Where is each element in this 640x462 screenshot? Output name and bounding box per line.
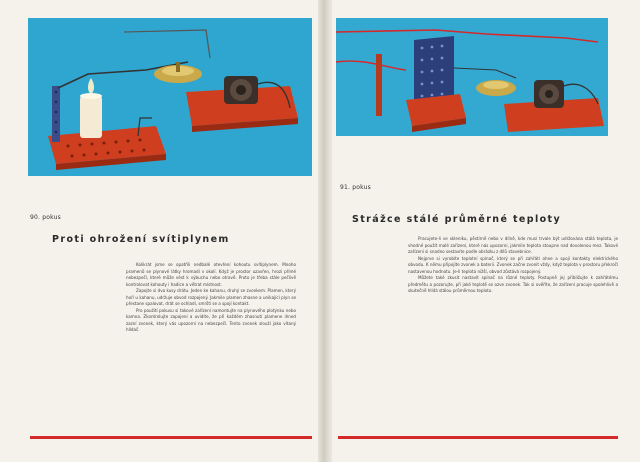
body-text [408,236,618,386]
paragraph: Pracujete-li ve skleníku, pěstírně nebo v dílně, kde musí trvale být udržována stálá teplota, je vhodné použít malé zařízení, které nás upozorní, jakmile teplota stoupne nad dovolenou mez. Takové zařízení si snadno sestavíte podle obrázku z dílů stavebnice. [408,236,618,255]
paragraph: Pro použití pokusu si takové zařízení namontujte na plynového plotýnku nebo kamna. Zkontrolujte zapojení a uvidíte, že při každém zhasnutí plamene ihned zazní zvonek, který vás upozorní na nebezpečí. Tento zvonek slouží jako vítaný hlídač. [126,307,296,333]
left-page [0,0,318,462]
experiment-number: 91. pokus [340,184,371,191]
right-experiment-photo [336,18,608,136]
accent-rule [338,436,618,439]
left-experiment-photo [28,18,312,176]
paragraph: Můžete také zkusit nastavit spínač na různé teploty. Postupně jej přibližujte k zahřátému předmětu a pozorujte, při jaké teplotě se ozve zvonek. Tak si ověříte, že zařízení pracuje spolehlivě a skutečně hlídá stálou průměrnou teplotu. [408,275,618,294]
page-title: Strážce stálé průměrné teploty [352,214,562,225]
paragraph: Nejprve si vyrobíte teplotní spínač, který se při zahřátí ohne a spojí kontakty elektrického obvodu. K němu připojíte zvonek a baterii. Zvonek začne zvonit vždy, když teplota v prostoru překročí nastavenou hodnotu. Je-li teplota nižší, obvod zůstává rozpojený. [408,255,618,274]
candle-alarm-apparatus-illustration [28,18,312,176]
page-title: Proti ohrožení svítiplynem [52,234,230,245]
paragraph: Kolikrát jsme se opatřili nedbalé otevření kohoutu svítiplynem. Mnoho pramenů se plynové látky hromadí v okolí. Když je prostor uzavřen, hrozí přímé nebezpečí, které může vést k výbuchu nebo otravě. Proto je třeba stále pečlivě kontrolovat kohouty i hadice a větrat místnost. [126,262,296,287]
accent-rule [30,436,312,439]
thermostat-alarm-apparatus-illustration [336,18,608,136]
book-gutter [318,0,332,462]
experiment-number: 90. pokus [30,214,61,221]
paragraph: Zapojte si dva kusy drátu. Jeden ke kahanu, druhý se zvonkem. Plamen, který hoří u kahanu, udržuje obvod rozpojený. Jakmile plamen zhasne a unikající plyn se přestane spalovat, drát se ochladí, smrští se a spojí kontakt. [126,288,296,307]
right-page [332,0,640,462]
body-text [126,262,296,412]
